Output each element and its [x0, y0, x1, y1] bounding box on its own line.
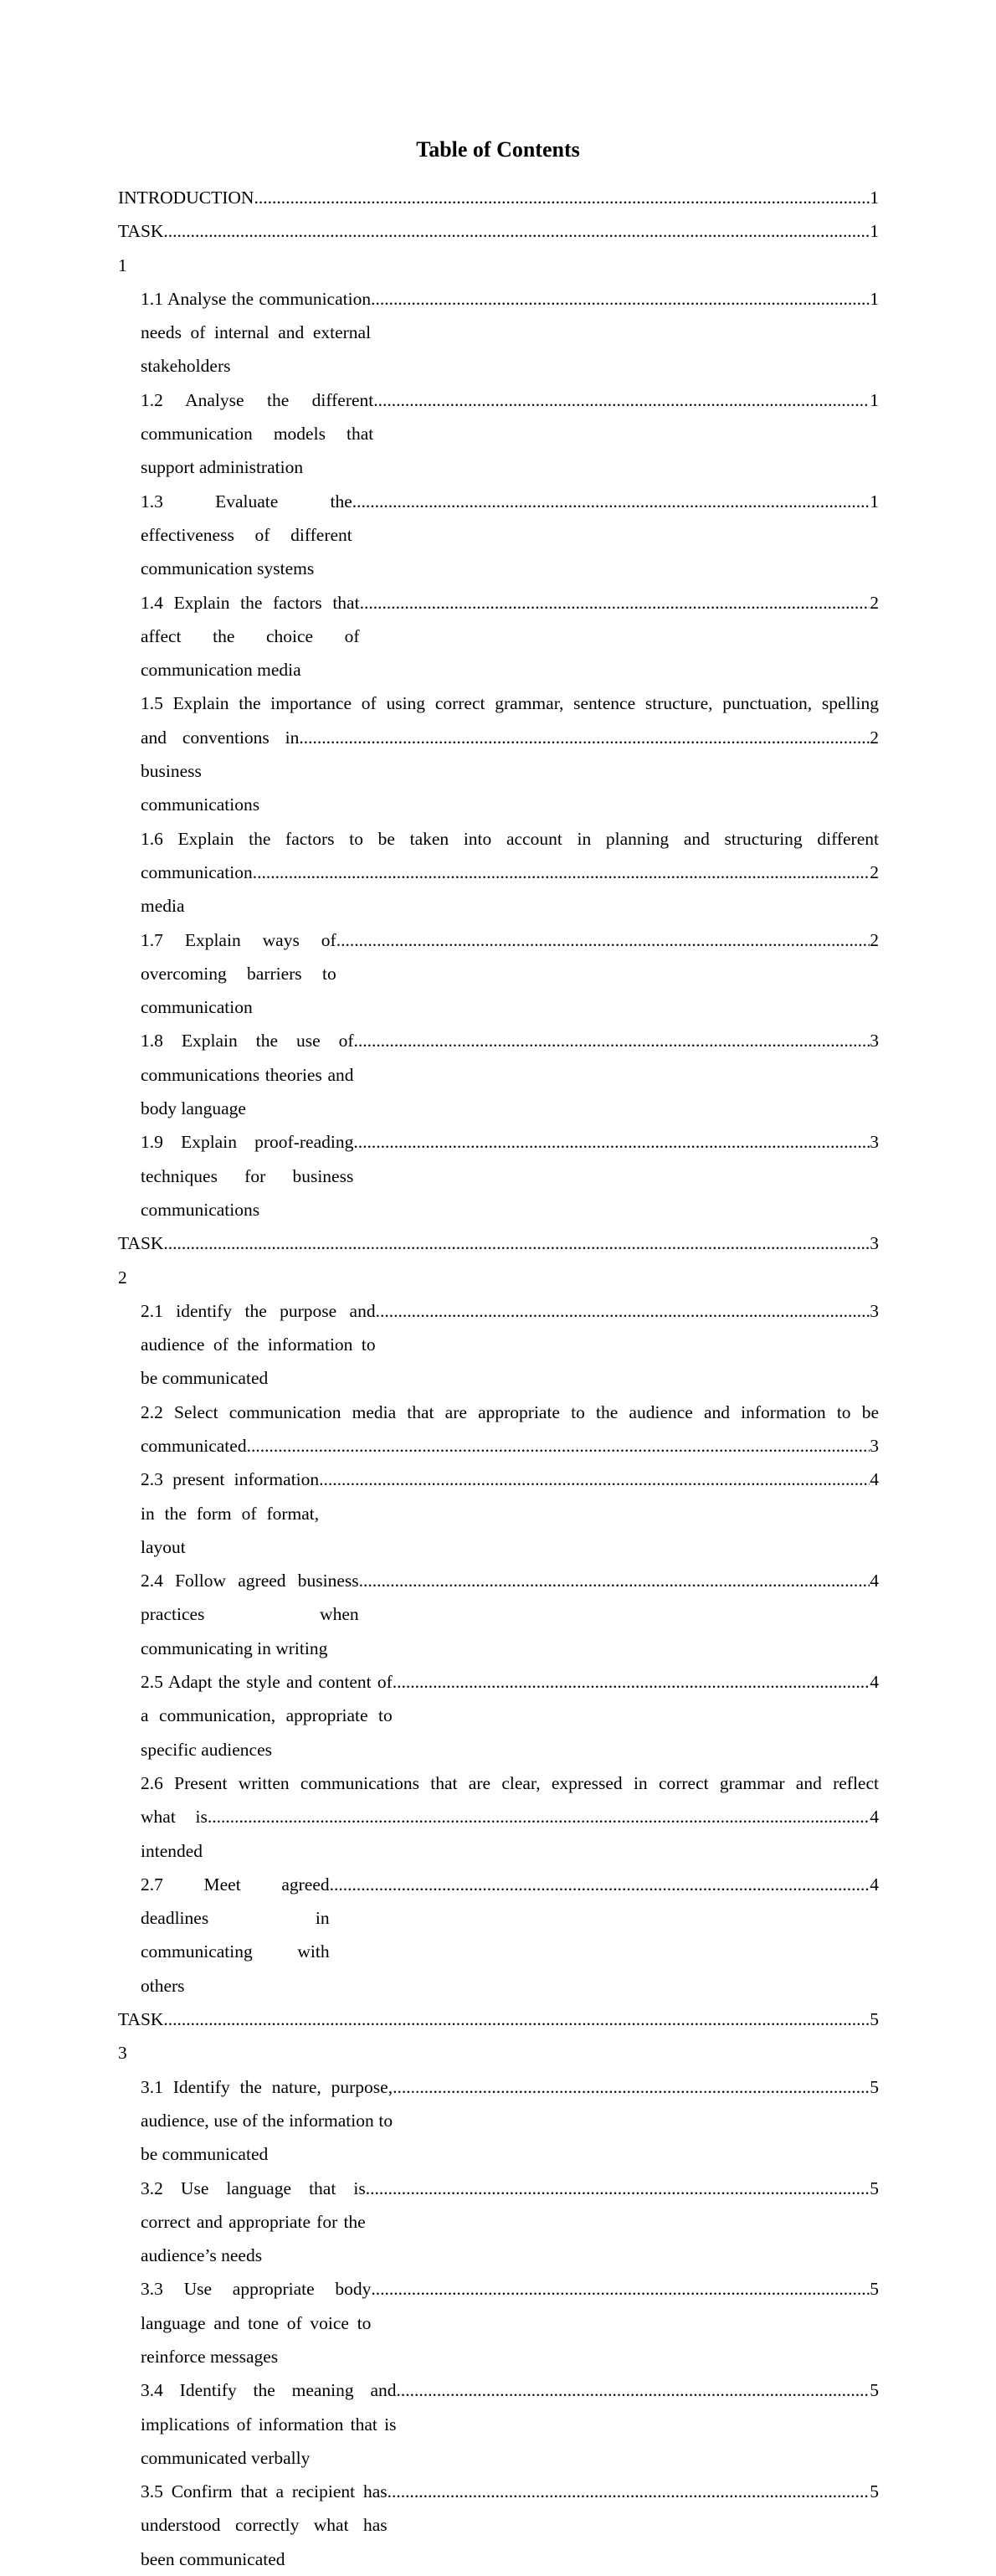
toc-entry-row [141, 485, 879, 586]
toc-subentry[interactable] [118, 822, 879, 923]
dot-leader [371, 282, 870, 316]
dot-leader [319, 1463, 870, 1496]
toc-entry-text: 2.3 present information in the form of format, layout [141, 1469, 320, 1557]
toc-subentry[interactable] [118, 1294, 879, 1396]
toc-entry-text: TASK 2 [118, 1233, 164, 1288]
toc-page-number: 2 [870, 592, 879, 613]
toc-entry-text: 1.2 Analyse the different communication models that support administration [141, 389, 374, 478]
toc-entry-row [141, 1868, 879, 2003]
toc-subentry[interactable] [118, 2070, 879, 2172]
toc-subentry[interactable] [118, 1665, 879, 1766]
toc-subentry[interactable] [118, 1868, 879, 2003]
toc-heading-entry[interactable] [118, 181, 879, 214]
toc-subentry[interactable] [118, 586, 879, 687]
toc-page-number: 5 [870, 2178, 879, 2198]
dot-leader [373, 383, 870, 417]
dot-leader [353, 1125, 870, 1159]
toc-entry-row [118, 2003, 879, 2070]
toc-entry-row [141, 1800, 879, 1868]
toc-entry-text: communicated [141, 1435, 247, 1456]
toc-entry-text: 1.8 Explain the use of communications theories and body language [141, 1031, 354, 1119]
toc-page-number: 5 [870, 2380, 879, 2401]
toc-entry-text: 1.9 Explain proof-reading techniques for business communications [141, 1132, 354, 1220]
toc-entry-row [141, 2272, 879, 2373]
toc-page-number: 1 [870, 288, 879, 309]
toc-subentry[interactable] [118, 1125, 879, 1226]
toc-entry-row [141, 1564, 879, 1665]
toc-entry-text: 3.5 Confirm that a recipient has understood correctly what has been communicated [141, 2481, 388, 2569]
toc-subentry[interactable] [118, 1024, 879, 1125]
toc-entry-text-line1: 2.6 Present written communications that are clear, expressed in correct grammar and reflect [141, 1772, 879, 1793]
dot-leader [388, 2475, 870, 2508]
dot-leader [163, 1226, 870, 1260]
toc-entry-text-line1: 2.2 Select communication media that are appropriate to the audience and information to be [141, 1401, 879, 1422]
toc-entry-row [141, 282, 879, 383]
toc-entry-row [141, 1294, 879, 1396]
dot-leader [330, 1868, 870, 1901]
toc-entry-row [118, 214, 879, 282]
toc-subentry[interactable] [118, 2373, 879, 2475]
toc-subentry[interactable] [118, 485, 879, 586]
toc-entry-text: 1.1 Analyse the communication needs of internal and external stakeholders [141, 288, 372, 377]
toc-entry-row [118, 1226, 879, 1294]
toc-entry-row [141, 1024, 879, 1125]
toc-page-number: 2 [870, 861, 879, 882]
toc-page-number: 3 [870, 1300, 879, 1321]
toc-page-number: 5 [870, 2009, 879, 2030]
toc-entry-row [141, 923, 879, 1025]
dot-leader [352, 485, 870, 518]
toc-entry-row [141, 856, 879, 923]
toc-subentry[interactable] [118, 282, 879, 383]
toc-page-number: 4 [870, 1874, 879, 1895]
toc-heading-entry[interactable] [118, 1226, 879, 1294]
toc-page-number: 2 [870, 727, 879, 748]
page-title: Table of Contents [416, 137, 580, 162]
dot-leader [393, 1665, 870, 1699]
toc-entry-text: 1.4 Explain the factors that affect the choice of communication media [141, 592, 360, 681]
toc-page-number: 4 [870, 1571, 879, 1591]
toc-page-number: 4 [870, 1672, 879, 1693]
dot-leader [376, 1294, 870, 1328]
dot-leader [163, 2003, 870, 2036]
toc-subentry[interactable] [118, 2475, 879, 2576]
toc-entry-text: 2.5 Adapt the style and content of a communication, appropriate to specific audiences [141, 1672, 393, 1760]
dot-leader [360, 586, 870, 620]
toc-page-number: 1 [870, 389, 879, 410]
toc-entry-text: 1.7 Explain ways of overcoming barriers to communication [141, 929, 336, 1018]
toc-page-number: 4 [870, 1469, 879, 1490]
toc-subentry[interactable] [118, 686, 879, 821]
toc-page-number: 1 [870, 221, 879, 242]
dot-leader [208, 1800, 870, 1833]
toc-heading-entry[interactable] [118, 2003, 879, 2070]
toc-list [118, 181, 879, 2576]
toc-page-number: 1 [870, 491, 879, 512]
toc-subentry[interactable] [118, 383, 879, 485]
dot-leader [253, 856, 870, 889]
toc-entry-text: 3.2 Use language that is correct and appropriate for the audience’s needs [141, 2178, 366, 2266]
toc-entry-row [141, 1125, 879, 1226]
toc-subentry[interactable] [118, 1396, 879, 1463]
toc-subentry[interactable] [118, 2172, 879, 2273]
dot-leader [247, 1429, 870, 1463]
toc-entry-text: 1.3 Evaluate the effectiveness of different communication systems [141, 491, 352, 579]
toc-entry-row [141, 2373, 879, 2475]
dot-leader [336, 923, 870, 957]
dot-leader [359, 1564, 870, 1597]
dot-leader [366, 2172, 870, 2205]
toc-entry-text: TASK 3 [118, 2009, 164, 2064]
toc-page-number: 5 [870, 2279, 879, 2300]
toc-subentry[interactable] [118, 1766, 879, 1868]
toc-entry-row [141, 2172, 879, 2273]
toc-page-number: 4 [870, 1807, 879, 1828]
toc-page-number: 5 [870, 2076, 879, 2097]
dot-leader [371, 2272, 870, 2306]
toc-entry-row [141, 1665, 879, 1766]
toc-page-number: 5 [870, 2481, 879, 2502]
toc-entry-text-line1: 1.5 Explain the importance of using correct grammar, sentence structure, punctuation, spelling [141, 693, 879, 714]
toc-entry-row [141, 586, 879, 687]
toc-page-number: 3 [870, 1031, 879, 1051]
toc-entry-row [141, 2070, 879, 2172]
toc-entry-row [141, 721, 879, 822]
toc-entry-text: and conventions in business communications [141, 727, 300, 815]
toc-entry-text: what is intended [141, 1807, 208, 1861]
toc-entry-text: 2.4 Follow agreed business practices when communicating in writing [141, 1571, 359, 1658]
toc-entry-text: 2.7 Meet agreed deadlines in communicating with others [141, 1874, 330, 1996]
toc-page-number: 3 [870, 1132, 879, 1153]
toc-entry-text-line1: 1.6 Explain the factors to be taken into account in planning and structuring different [141, 828, 879, 849]
toc-subentry[interactable] [118, 1463, 879, 1564]
toc-entry-row [118, 181, 879, 214]
toc-page-number: 3 [870, 1435, 879, 1456]
toc-page-number: 3 [870, 1233, 879, 1254]
dot-leader [163, 214, 870, 248]
toc-entry-text: communication media [141, 861, 253, 917]
dot-leader [299, 721, 870, 754]
dot-leader [393, 2070, 870, 2104]
toc-subentry[interactable] [118, 923, 879, 1025]
toc-entry-text: 2.1 identify the purpose and audience of the information to be communicated [141, 1300, 376, 1389]
toc-entry-text: 3.4 Identify the meaning and implications of information that is communicated verbally [141, 2380, 397, 2468]
toc-entry-text: INTRODUCTION [118, 188, 254, 208]
dot-leader [397, 2373, 870, 2407]
toc-page-number: 2 [870, 929, 879, 950]
toc-entry-row [141, 2475, 879, 2576]
toc-entry-row [141, 1429, 879, 1463]
toc-page-number: 1 [870, 188, 879, 208]
toc-heading-entry[interactable] [118, 214, 879, 282]
toc-subentry[interactable] [118, 1564, 879, 1665]
dot-leader [354, 1024, 870, 1057]
toc-entry-row [141, 1463, 879, 1564]
toc-entry-text: 3.3 Use appropriate body language and tone of voice to reinforce messages [141, 2279, 372, 2367]
toc-entry-text: TASK 1 [118, 221, 164, 275]
dot-leader [254, 181, 870, 214]
toc-entry-text: 3.1 Identify the nature, purpose, audience, use of the information to be communicated [141, 2076, 393, 2165]
toc-subentry[interactable] [118, 2272, 879, 2373]
toc-entry-row [141, 383, 879, 485]
